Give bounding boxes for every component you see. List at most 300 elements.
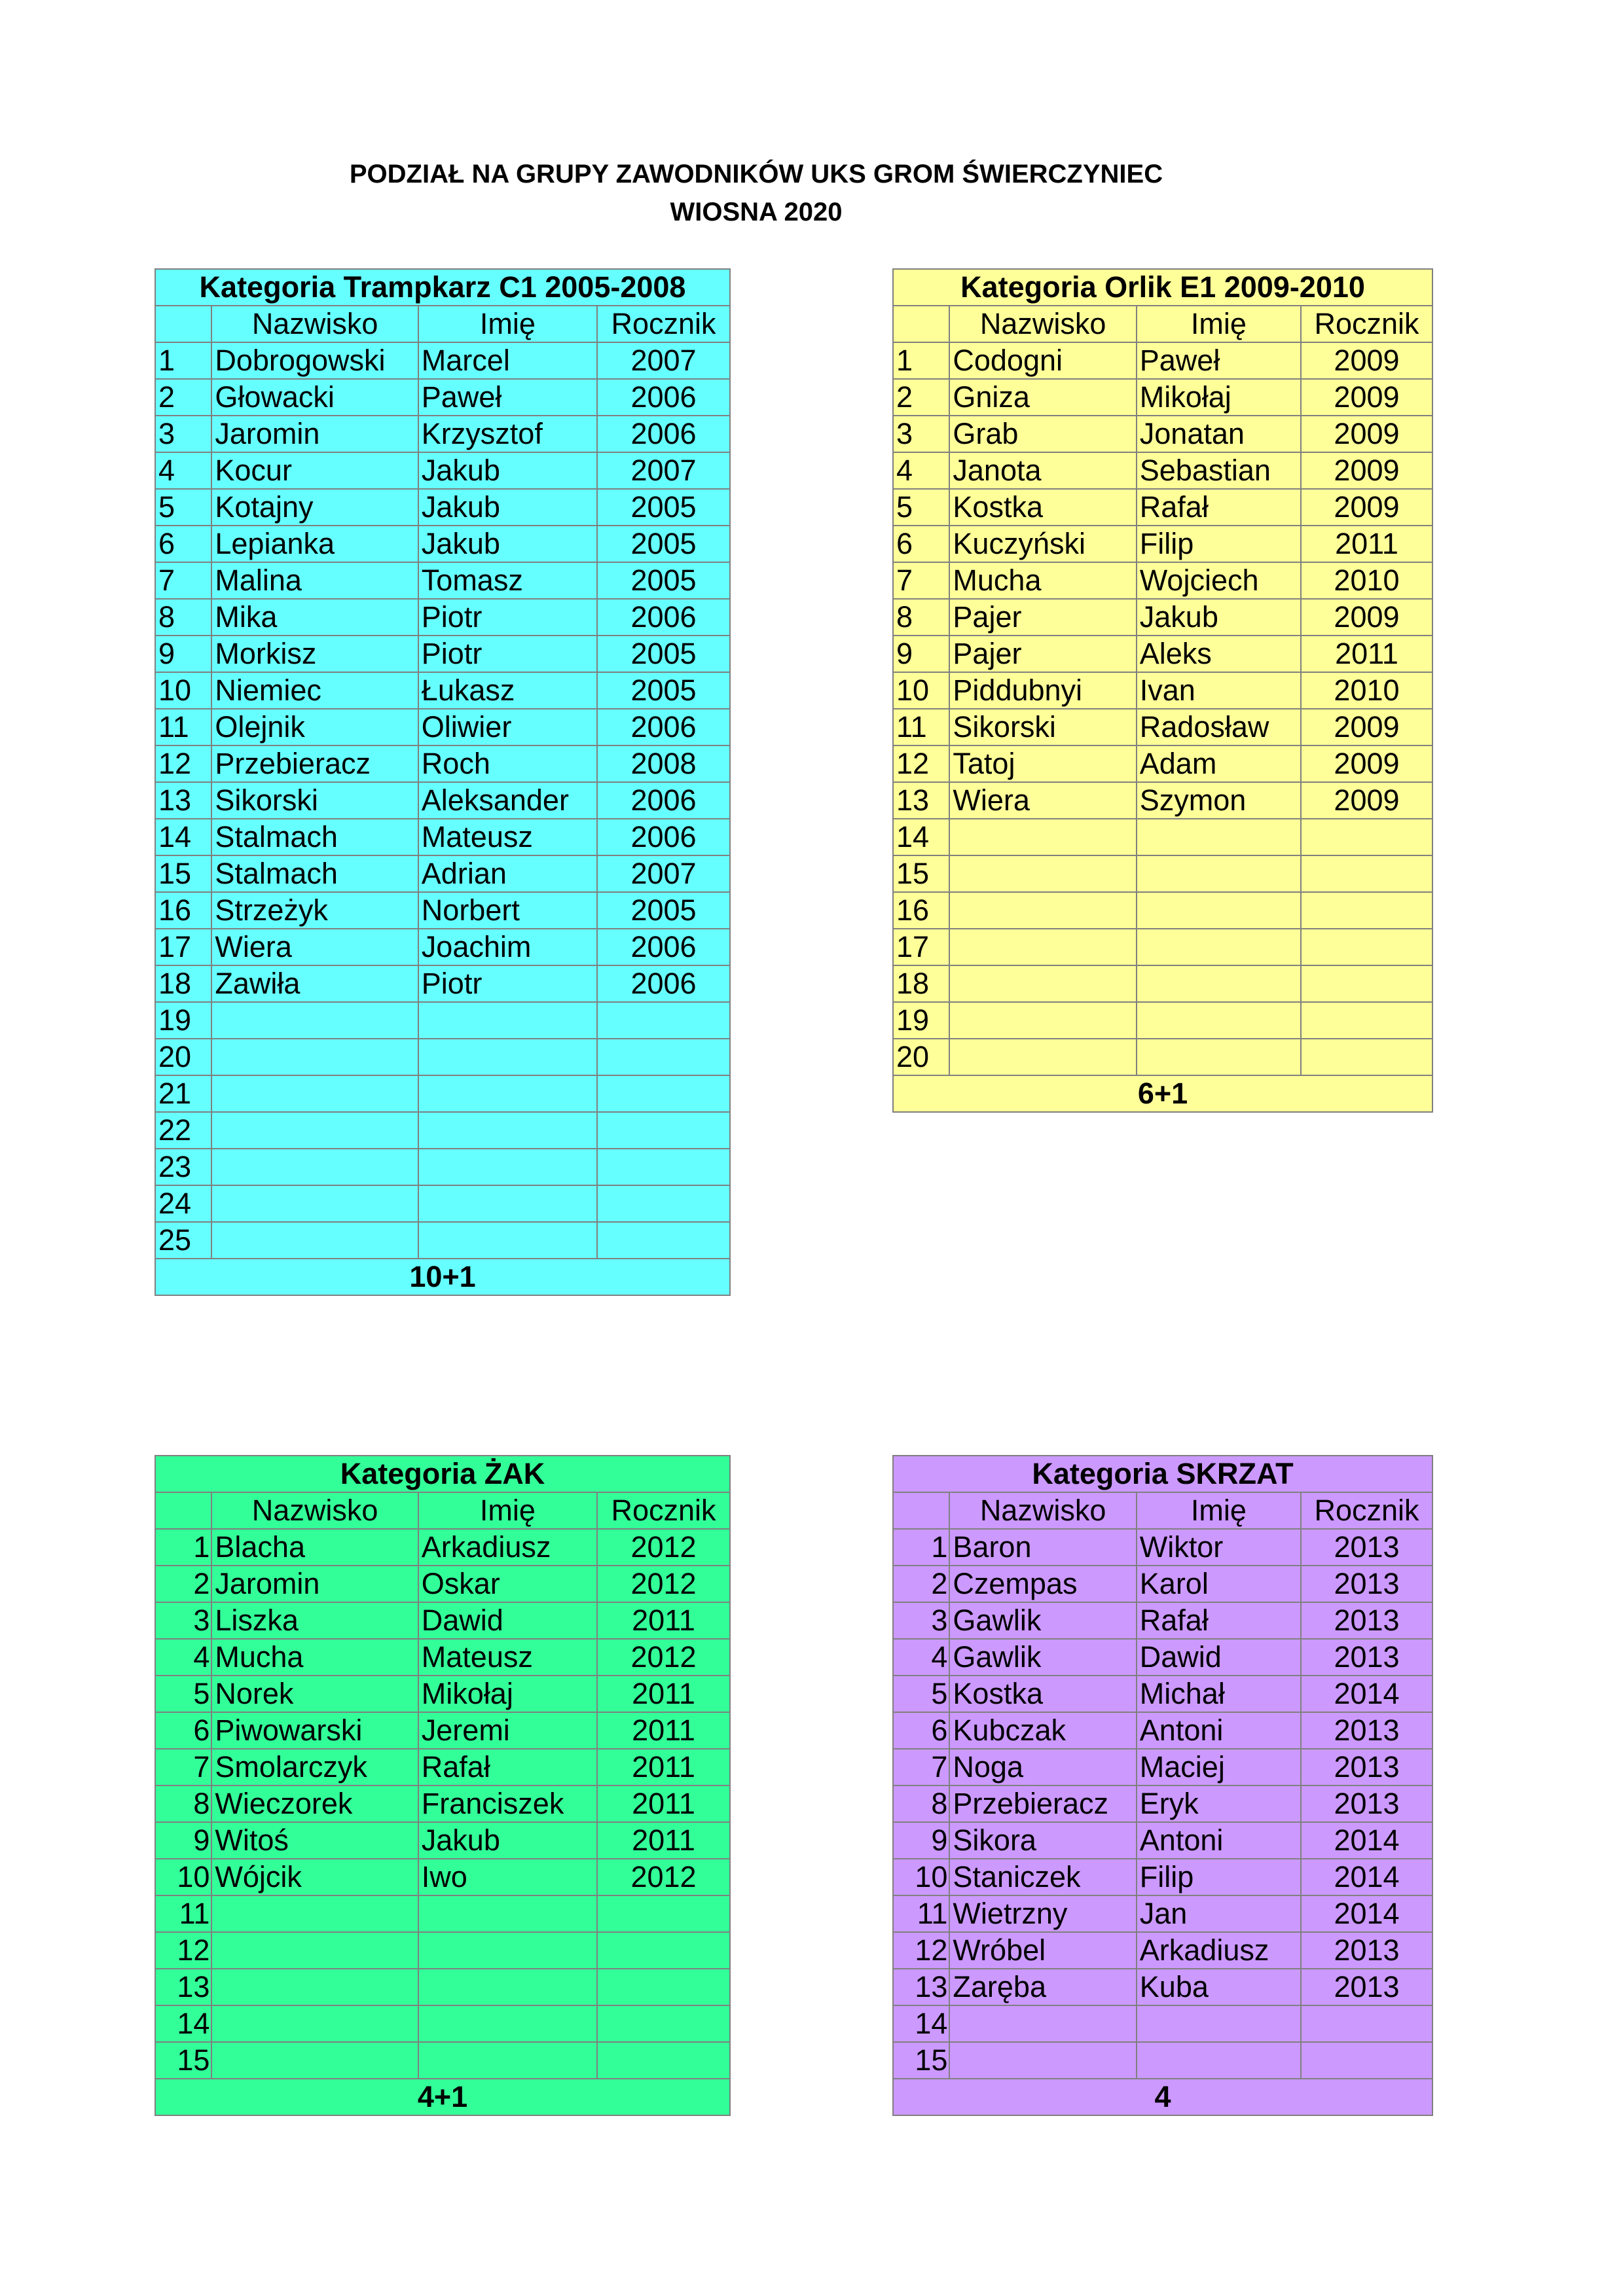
- first-name-cell: Karol: [1137, 1566, 1301, 1602]
- year-cell: 2009: [1301, 599, 1432, 636]
- surname-cell: [211, 1185, 418, 1222]
- row-number: 11: [155, 1895, 211, 1932]
- row-number: 9: [155, 1822, 211, 1859]
- table-row: [893, 599, 1432, 636]
- first-name-cell: Łukasz: [418, 672, 597, 709]
- first-name-cell: Arkadiusz: [1137, 1932, 1301, 1969]
- surname-cell: Sikora: [949, 1822, 1136, 1859]
- column-header-nazwisko: Nazwisko: [949, 1492, 1136, 1529]
- year-cell: 2011: [597, 1712, 730, 1749]
- first-name-cell: [418, 1075, 597, 1112]
- first-name-cell: Joachim: [418, 929, 597, 965]
- year-cell: [1301, 892, 1432, 929]
- surname-cell: Głowacki: [211, 379, 418, 416]
- first-name-cell: Mikołaj: [418, 1676, 597, 1712]
- table-row: [155, 2042, 730, 2079]
- table-row: [893, 1639, 1432, 1676]
- table-title: Kategoria Trampkarz C1 2005-2008: [155, 269, 730, 306]
- column-header-imie: Imię: [418, 306, 597, 342]
- surname-cell: Kostka: [949, 489, 1136, 526]
- surname-cell: Gawlik: [949, 1639, 1136, 1676]
- table-row: [155, 745, 730, 782]
- surname-cell: Liszka: [211, 1602, 418, 1639]
- table-row: [155, 709, 730, 745]
- table-row: [893, 342, 1432, 379]
- table-row: [155, 1529, 730, 1566]
- first-name-cell: [1137, 965, 1301, 1002]
- first-name-cell: [418, 2005, 597, 2042]
- year-cell: [597, 1002, 730, 1039]
- year-cell: 2008: [597, 745, 730, 782]
- first-name-cell: [1137, 892, 1301, 929]
- surname-cell: Piddubnyi: [949, 672, 1136, 709]
- surname-cell: Wróbel: [949, 1932, 1136, 1969]
- row-number: 25: [155, 1222, 211, 1259]
- first-name-cell: Rafał: [418, 1749, 597, 1785]
- surname-cell: Kostka: [949, 1676, 1136, 1712]
- year-cell: [1301, 855, 1432, 892]
- row-number: 17: [155, 929, 211, 965]
- table-row: [893, 1039, 1432, 1075]
- table-row: [155, 1185, 730, 1222]
- table-row: [155, 489, 730, 526]
- year-cell: [1301, 1002, 1432, 1039]
- row-number: 18: [893, 965, 949, 1002]
- table-row: [893, 965, 1432, 1002]
- table-row: [155, 1602, 730, 1639]
- row-number: 10: [155, 672, 211, 709]
- surname-cell: Przebieracz: [211, 745, 418, 782]
- table-row: [155, 1676, 730, 1712]
- year-cell: 2012: [597, 1566, 730, 1602]
- surname-cell: Wiera: [949, 782, 1136, 819]
- surname-cell: Przebieracz: [949, 1785, 1136, 1822]
- first-name-cell: Paweł: [418, 379, 597, 416]
- first-name-cell: Jan: [1137, 1895, 1301, 1932]
- table-row: [155, 526, 730, 562]
- year-cell: 2005: [597, 562, 730, 599]
- year-cell: 2006: [597, 416, 730, 452]
- row-number: 14: [893, 819, 949, 855]
- first-name-cell: Radosław: [1137, 709, 1301, 745]
- surname-cell: [211, 1969, 418, 2005]
- first-name-cell: Jakub: [418, 1822, 597, 1859]
- row-number: 5: [893, 489, 949, 526]
- row-number: 24: [155, 1185, 211, 1222]
- row-number: 14: [893, 2005, 949, 2042]
- surname-cell: Sikorski: [211, 782, 418, 819]
- first-name-cell: [1137, 2005, 1301, 2042]
- year-cell: 2013: [1301, 1712, 1432, 1749]
- column-header-nazwisko: Nazwisko: [211, 1492, 418, 1529]
- first-name-cell: Tomasz: [418, 562, 597, 599]
- first-name-cell: [418, 1039, 597, 1075]
- surname-cell: Janota: [949, 452, 1136, 489]
- surname-cell: [211, 1149, 418, 1185]
- year-cell: [597, 2005, 730, 2042]
- first-name-cell: Krzysztof: [418, 416, 597, 452]
- table-row: [893, 1529, 1432, 1566]
- table-row: [155, 1932, 730, 1969]
- surname-cell: Olejnik: [211, 709, 418, 745]
- row-number: 1: [155, 342, 211, 379]
- year-cell: 2013: [1301, 1566, 1432, 1602]
- year-cell: 2013: [1301, 1932, 1432, 1969]
- first-name-cell: Oliwier: [418, 709, 597, 745]
- row-number: 7: [893, 1749, 949, 1785]
- table-row: [155, 1639, 730, 1676]
- year-cell: 2012: [597, 1529, 730, 1566]
- row-number: 12: [155, 745, 211, 782]
- table-row: [155, 1075, 730, 1112]
- table-row: [155, 782, 730, 819]
- column-header-row: [893, 1492, 1432, 1529]
- first-name-cell: [418, 1932, 597, 1969]
- surname-cell: Morkisz: [211, 636, 418, 672]
- row-number: 8: [155, 599, 211, 636]
- first-name-cell: Arkadiusz: [418, 1529, 597, 1566]
- table-row: [155, 379, 730, 416]
- row-number: 9: [893, 1822, 949, 1859]
- column-header-imie: Imię: [1137, 306, 1301, 342]
- year-cell: 2006: [597, 929, 730, 965]
- row-number: 11: [893, 1895, 949, 1932]
- column-header-number: [155, 306, 211, 342]
- row-number: 12: [893, 1932, 949, 1969]
- year-cell: 2013: [1301, 1639, 1432, 1676]
- row-number: 13: [155, 1969, 211, 2005]
- table-row: [893, 1749, 1432, 1785]
- column-header-number: [155, 1492, 211, 1529]
- row-number: 12: [893, 745, 949, 782]
- first-name-cell: Wojciech: [1137, 562, 1301, 599]
- row-number: 3: [155, 416, 211, 452]
- surname-cell: Smolarczyk: [211, 1749, 418, 1785]
- first-name-cell: Jakub: [418, 489, 597, 526]
- table-row: [155, 599, 730, 636]
- table-row: [155, 672, 730, 709]
- year-cell: 2006: [597, 819, 730, 855]
- surname-cell: Wiera: [211, 929, 418, 965]
- row-number: 19: [893, 1002, 949, 1039]
- first-name-cell: [418, 1185, 597, 1222]
- first-name-cell: [418, 1895, 597, 1932]
- year-cell: 2010: [1301, 562, 1432, 599]
- surname-cell: Mika: [211, 599, 418, 636]
- surname-cell: [211, 1039, 418, 1075]
- year-cell: 2005: [597, 672, 730, 709]
- year-cell: [1301, 965, 1432, 1002]
- row-number: 2: [893, 1566, 949, 1602]
- table-row: [893, 745, 1432, 782]
- first-name-cell: Mikołaj: [1137, 379, 1301, 416]
- row-number: 5: [155, 489, 211, 526]
- year-cell: 2013: [1301, 1785, 1432, 1822]
- table-footer-row: [155, 1259, 730, 1295]
- first-name-cell: Jakub: [418, 452, 597, 489]
- column-header-imie: Imię: [418, 1492, 597, 1529]
- table-title: Kategoria ŻAK: [155, 1456, 730, 1492]
- page-title: PODZIAŁ NA GRUPY ZAWODNIKÓW UKS GROM ŚWIERCZYNIEC: [349, 160, 1163, 188]
- row-number: 5: [155, 1676, 211, 1712]
- table-row: [893, 1785, 1432, 1822]
- year-cell: 2014: [1301, 1822, 1432, 1859]
- year-cell: [597, 1149, 730, 1185]
- row-number: 8: [893, 1785, 949, 1822]
- column-header-row: [893, 306, 1432, 342]
- table-footer-row: [893, 2079, 1432, 2115]
- surname-cell: Wietrzny: [949, 1895, 1136, 1932]
- row-number: 6: [155, 1712, 211, 1749]
- table-row: [893, 782, 1432, 819]
- table-row: [155, 416, 730, 452]
- row-number: 11: [155, 709, 211, 745]
- year-cell: 2013: [1301, 1969, 1432, 2005]
- row-number: 11: [893, 709, 949, 745]
- table-row: [155, 342, 730, 379]
- table-title-row: [155, 1456, 730, 1492]
- surname-cell: [211, 2042, 418, 2079]
- year-cell: 2006: [597, 965, 730, 1002]
- surname-cell: Blacha: [211, 1529, 418, 1566]
- surname-cell: Zawiła: [211, 965, 418, 1002]
- row-number: 4: [155, 1639, 211, 1676]
- page-subtitle: WIOSNA 2020: [670, 198, 843, 226]
- surname-cell: Noga: [949, 1749, 1136, 1785]
- row-number: 9: [893, 636, 949, 672]
- first-name-cell: Piotr: [418, 636, 597, 672]
- table-row: [155, 1566, 730, 1602]
- row-number: 19: [155, 1002, 211, 1039]
- row-number: 1: [893, 342, 949, 379]
- surname-cell: Sikorski: [949, 709, 1136, 745]
- first-name-cell: [418, 1222, 597, 1259]
- first-name-cell: [1137, 1002, 1301, 1039]
- table-row: [155, 562, 730, 599]
- first-name-cell: [1137, 855, 1301, 892]
- row-number: 2: [155, 1566, 211, 1602]
- table-row: [155, 636, 730, 672]
- first-name-cell: Antoni: [1137, 1822, 1301, 1859]
- surname-cell: [211, 2005, 418, 2042]
- column-header-rocznik: Rocznik: [597, 306, 730, 342]
- first-name-cell: Oskar: [418, 1566, 597, 1602]
- first-name-cell: Mateusz: [418, 1639, 597, 1676]
- table-row: [155, 1002, 730, 1039]
- year-cell: 2009: [1301, 489, 1432, 526]
- table-title-row: [893, 1456, 1432, 1492]
- surname-cell: Wójcik: [211, 1859, 418, 1895]
- surname-cell: [949, 819, 1136, 855]
- year-cell: 2009: [1301, 782, 1432, 819]
- first-name-cell: Jakub: [1137, 599, 1301, 636]
- year-cell: 2009: [1301, 745, 1432, 782]
- year-cell: [597, 1932, 730, 1969]
- first-name-cell: Dawid: [418, 1602, 597, 1639]
- first-name-cell: Adrian: [418, 855, 597, 892]
- first-name-cell: Maciej: [1137, 1749, 1301, 1785]
- year-cell: [597, 1969, 730, 2005]
- surname-cell: Codogni: [949, 342, 1136, 379]
- row-number: 2: [155, 379, 211, 416]
- table-row: [893, 416, 1432, 452]
- table-row: [155, 1712, 730, 1749]
- row-number: 15: [155, 2042, 211, 2079]
- table-row: [893, 1932, 1432, 1969]
- surname-cell: [949, 929, 1136, 965]
- surname-cell: Gawlik: [949, 1602, 1136, 1639]
- row-number: 13: [893, 1969, 949, 2005]
- row-number: 6: [893, 1712, 949, 1749]
- first-name-cell: Jonatan: [1137, 416, 1301, 452]
- first-name-cell: Mateusz: [418, 819, 597, 855]
- table-title: Kategoria SKRZAT: [893, 1456, 1432, 1492]
- table-row: [893, 1859, 1432, 1895]
- row-number: 8: [155, 1785, 211, 1822]
- first-name-cell: Piotr: [418, 599, 597, 636]
- column-header-rocznik: Rocznik: [1301, 1492, 1432, 1529]
- year-cell: [597, 1895, 730, 1932]
- row-number: 13: [893, 782, 949, 819]
- first-name-cell: Jakub: [418, 526, 597, 562]
- first-name-cell: Rafał: [1137, 1602, 1301, 1639]
- row-number: 15: [893, 855, 949, 892]
- table-row: [893, 562, 1432, 599]
- surname-cell: Lepianka: [211, 526, 418, 562]
- surname-cell: Mucha: [949, 562, 1136, 599]
- row-number: 14: [155, 819, 211, 855]
- column-header-number: [893, 306, 949, 342]
- row-number: 5: [893, 1676, 949, 1712]
- first-name-cell: [1137, 1039, 1301, 1075]
- table-row: [893, 2042, 1432, 2079]
- first-name-cell: Paweł: [1137, 342, 1301, 379]
- year-cell: 2007: [597, 855, 730, 892]
- year-cell: 2010: [1301, 672, 1432, 709]
- table-zak: [155, 1455, 731, 2116]
- year-cell: 2012: [597, 1639, 730, 1676]
- year-cell: 2009: [1301, 452, 1432, 489]
- table-row: [155, 1969, 730, 2005]
- column-header-nazwisko: Nazwisko: [949, 306, 1136, 342]
- surname-cell: [949, 1002, 1136, 1039]
- surname-cell: Tatoj: [949, 745, 1136, 782]
- surname-cell: Dobrogowski: [211, 342, 418, 379]
- row-number: 6: [155, 526, 211, 562]
- table-row: [155, 2005, 730, 2042]
- row-number: 15: [893, 2042, 949, 2079]
- table-row: [155, 1222, 730, 1259]
- row-number: 23: [155, 1149, 211, 1185]
- table-trampkarz: [155, 268, 731, 1296]
- column-header-rocznik: Rocznik: [1301, 306, 1432, 342]
- year-cell: 2009: [1301, 379, 1432, 416]
- table-row: [155, 892, 730, 929]
- first-name-cell: [418, 1969, 597, 2005]
- table-row: [155, 1785, 730, 1822]
- year-cell: [597, 1185, 730, 1222]
- table-row: [893, 489, 1432, 526]
- first-name-cell: Iwo: [418, 1859, 597, 1895]
- surname-cell: Baron: [949, 1529, 1136, 1566]
- first-name-cell: Piotr: [418, 965, 597, 1002]
- surname-cell: Kocur: [211, 452, 418, 489]
- table-row: [893, 709, 1432, 745]
- surname-cell: Kotajny: [211, 489, 418, 526]
- first-name-cell: [418, 2042, 597, 2079]
- first-name-cell: Wiktor: [1137, 1529, 1301, 1566]
- surname-cell: Wieczorek: [211, 1785, 418, 1822]
- surname-cell: Zaręba: [949, 1969, 1136, 2005]
- table-row: [893, 1822, 1432, 1859]
- row-number: 15: [155, 855, 211, 892]
- first-name-cell: Szymon: [1137, 782, 1301, 819]
- row-number: 14: [155, 2005, 211, 2042]
- table-footer-row: [893, 1075, 1432, 1112]
- surname-cell: [949, 965, 1136, 1002]
- first-name-cell: Jeremi: [418, 1712, 597, 1749]
- row-number: 12: [155, 1932, 211, 1969]
- year-cell: [1301, 2005, 1432, 2042]
- row-number: 10: [155, 1859, 211, 1895]
- table-row: [893, 452, 1432, 489]
- table-row: [893, 1895, 1432, 1932]
- surname-cell: [211, 1932, 418, 1969]
- surname-cell: [949, 892, 1136, 929]
- surname-cell: [949, 2042, 1136, 2079]
- year-cell: [597, 1222, 730, 1259]
- surname-cell: Piwowarski: [211, 1712, 418, 1749]
- table-row: [155, 965, 730, 1002]
- row-number: 4: [155, 452, 211, 489]
- year-cell: 2013: [1301, 1749, 1432, 1785]
- table-row: [155, 1149, 730, 1185]
- surname-cell: [211, 1895, 418, 1932]
- table-row: [893, 892, 1432, 929]
- year-cell: [597, 1039, 730, 1075]
- year-cell: [597, 1075, 730, 1112]
- surname-cell: Kuczyński: [949, 526, 1136, 562]
- first-name-cell: [1137, 929, 1301, 965]
- year-cell: 2011: [597, 1602, 730, 1639]
- surname-cell: Niemiec: [211, 672, 418, 709]
- row-number: 6: [893, 526, 949, 562]
- table-row: [155, 819, 730, 855]
- year-cell: 2009: [1301, 416, 1432, 452]
- table-row: [893, 1002, 1432, 1039]
- first-name-cell: Sebastian: [1137, 452, 1301, 489]
- table-footer-count: 6+1: [893, 1075, 1432, 1112]
- row-number: 16: [155, 892, 211, 929]
- table-title-row: [155, 269, 730, 306]
- year-cell: 2011: [597, 1785, 730, 1822]
- row-number: 13: [155, 782, 211, 819]
- first-name-cell: Roch: [418, 745, 597, 782]
- surname-cell: Stalmach: [211, 855, 418, 892]
- row-number: 4: [893, 1639, 949, 1676]
- row-number: 10: [893, 672, 949, 709]
- first-name-cell: Adam: [1137, 745, 1301, 782]
- year-cell: 2006: [597, 782, 730, 819]
- row-number: 7: [893, 562, 949, 599]
- table-row: [155, 855, 730, 892]
- year-cell: 2005: [597, 892, 730, 929]
- row-number: 4: [893, 452, 949, 489]
- surname-cell: Jaromin: [211, 1566, 418, 1602]
- year-cell: 2011: [597, 1676, 730, 1712]
- row-number: 8: [893, 599, 949, 636]
- table-skrzat: [892, 1455, 1433, 2116]
